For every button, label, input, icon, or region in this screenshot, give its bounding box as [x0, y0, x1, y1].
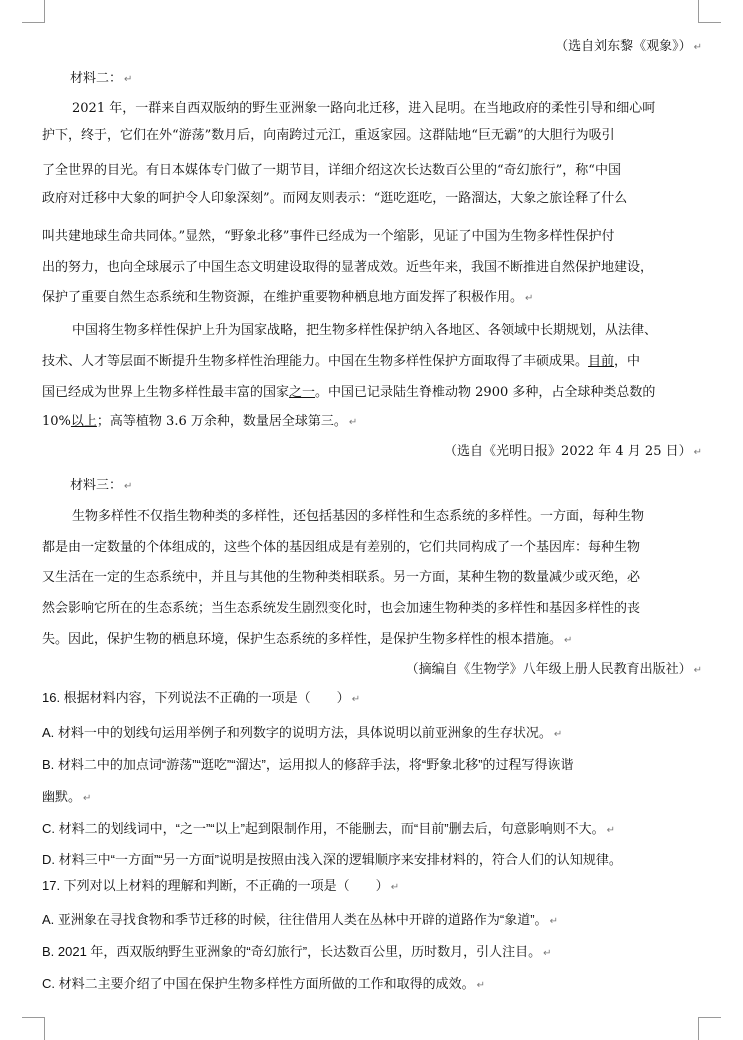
underlined-word-zhi-yi: 之一: [289, 385, 316, 400]
question-17-option-c: C. 材料二主要介绍了中国在保护生物多样性方面所做的工作和取得的成效。 ↵: [42, 976, 486, 991]
question-17-option-b: B. 2021 年，西双版纳野生亚洲象的“奇幻旅行”，长达数百公里，历时数月，引人注目。 ↵: [42, 944, 552, 959]
question-17-option-a: A. 亚洲象在寻找食物和季节迁移的时候，往往借用人类在丛林中开辟的道路作为“象道”。 ↵: [42, 912, 558, 927]
question-16-option-a: A. 材料一中的划线句运用举例子和列数字的说明方法，具体说明以前亚洲象的生存状况。 ↵: [42, 725, 563, 740]
material3-source: （摘编自《生物学》八年级上册人民教育出版社） ↵: [405, 662, 702, 677]
material1-source: （选自刘东黎《观象》） ↵: [555, 39, 702, 54]
material2-p1-line: 出的努力，也向全球展示了中国生态文明建设取得的显著成效。近些年来，我国不断推进自然保护地建设，: [42, 260, 654, 275]
question-16-option-d: D. 材料三中“一方面”“另一方面”说明是按照由浅入深的逻辑顺序来安排材料的，符合人们的认知规律。: [42, 852, 622, 867]
material2-p1-line: 护下，终于，它们在外“游荡”数月后，向南跨过元江，重返家园。这群陆地“巨无霸”的大胆行为吸引: [42, 128, 615, 143]
material3-heading: 材料三： ↵: [70, 478, 133, 493]
page-corner-mark-bottom-left: [22, 1017, 45, 1040]
page-corner-mark-bottom-right: [698, 1017, 721, 1040]
question-16-option-b-cont: 幽默。 ↵: [42, 789, 92, 804]
material2-p1-line: 叫共建地球生命共同体。”显然，“野象北移”事件已经成为一个缩影，见证了中国为生物多样性保护付: [42, 229, 615, 244]
material2-p1-line: 了全世界的目光。有日本媒体专门做了一期节目，详细介绍这次长达数百公里的“奇幻旅行”，称“中国: [42, 163, 621, 178]
question-16-option-b: B. 材料二中的加点词“游荡”“逛吃”“溜达”，运用拟人的修辞手法，将“野象北移”的过程写得诙谐: [42, 757, 574, 772]
material2-p2-line: 技术、人才等层面不断提升生物多样性治理能力。中国在生物多样性保护方面取得了丰硕成果。目前，中: [42, 354, 641, 369]
material3-line: 生物多样性不仅指生物种类的多样性，还包括基因的多样性和生态系统的多样性。一方面，每种生物: [72, 509, 645, 524]
question-16-stem: 16. 根据材料内容，下列说法不正确的一项是（ ） ↵: [42, 690, 361, 705]
underlined-word-mu-qian: 目前: [588, 354, 615, 369]
question-16-option-c: C. 材料二的划线词中，“之一”“以上”起到限制作用，不能删去，而“目前”删去后，句意影响则不大。 ↵: [42, 821, 615, 836]
material2-heading: 材料二： ↵: [70, 71, 133, 86]
material3-line: 然会影响它所在的生态系统；当生态系统发生剧烈变化时，也会加速生物种类的多样性和基因多样性的丧: [42, 601, 641, 616]
material2-p2-line: 中国将生物多样性保护上升为国家战略，把生物多样性保护纳入各地区、各领域中长期规划，从法律、: [72, 323, 658, 338]
question-17-stem: 17. 下列对以上材料的理解和判断，不正确的一项是（ ） ↵: [42, 878, 400, 893]
material3-line: 又生活在一定的生态系统中，并且与其他的生物种类相联系。另一方面，某种生物的数量减少或灭绝，必: [42, 570, 641, 585]
material2-p2-line: 国已经成为世界上生物多样性最丰富的国家之一。中国已记录陆生脊椎动物 2900 多种，占全球种类总数的: [42, 385, 656, 400]
material3-line: 都是由一定数量的个体组成的，这些个体的基因组成是有差别的，它们共同构成了一个基因库：每种生物: [42, 540, 641, 555]
material2-source: （选自《光明日报》2022 年 4 月 25 日） ↵: [444, 444, 702, 459]
material2-p1-line: 保护了重要自然生态系统和生物资源，在维护重要物种栖息地方面发挥了积极作用。 ↵: [42, 290, 534, 305]
material2-p1-line: 2021 年，一群来自西双版纳的野生亚洲象一路向北迁移，进入昆明。在当地政府的柔性引导和细心呵: [72, 101, 656, 116]
underlined-word-yi-shang: 以上: [70, 414, 97, 429]
material2-p1-line: 政府对迁移中大象的呵护令人印象深刻”。而网友则表示：“逛吃逛吃，一路溜达，大象之旅诠释了什么: [42, 191, 628, 206]
material3-line: 失。因此，保护生物的栖息环境，保护生态系统的多样性，是保护生物多样性的根本措施。 ↵: [42, 632, 573, 647]
page-corner-mark-top-left: [22, 0, 45, 23]
page-corner-mark-top-right: [698, 0, 721, 23]
material2-p2-line: 10%以上；高等植物 3.6 万余种，数量居全球第三。 ↵: [42, 414, 358, 429]
